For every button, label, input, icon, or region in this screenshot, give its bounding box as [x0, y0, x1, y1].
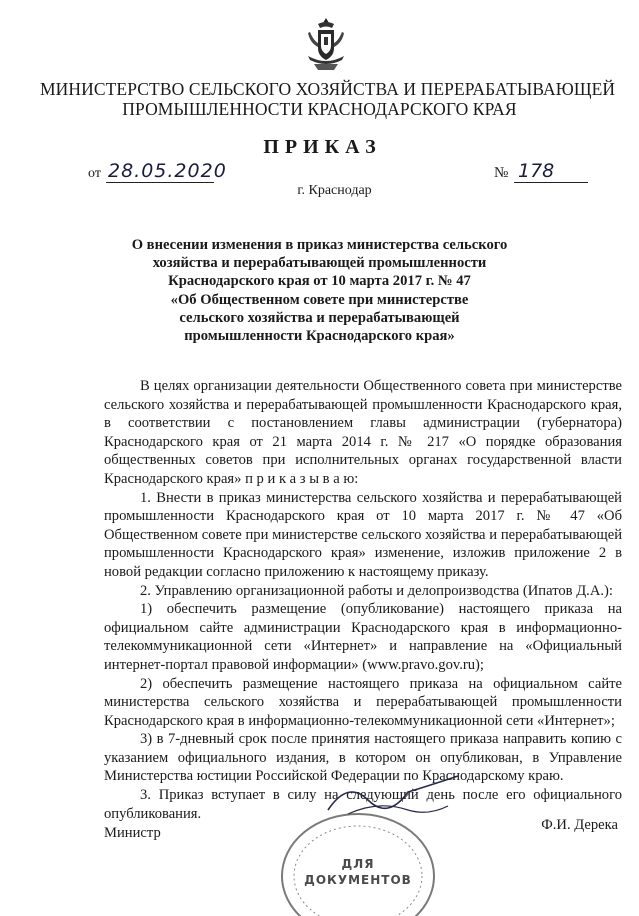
item-2-1: 1) обеспечить размещение (опубликование) настоящего приказа на официальном сайте администрации Краснодарского края в информационно-телекоммуникационной сети «Интернет» и направление на «Официальный интернет-портал правовой информации» (www.pravo.gov.ru); — [104, 601, 622, 673]
document-type: ПРИКАЗ — [263, 136, 382, 158]
document-date — [88, 160, 228, 184]
city: г. Краснодар — [297, 183, 372, 198]
title-line: О внесении изменения в приказ министерства сельского — [131, 237, 508, 253]
number-value-handwritten: 178 — [518, 160, 555, 182]
date-prefix: от — [88, 166, 101, 181]
title-line: хозяйства и перерабатывающей промышленности — [152, 255, 487, 272]
item-2: 2. Управлению организационной работы и делопроизводства (Ипатов Д.А.): — [140, 582, 613, 599]
number-prefix: № — [494, 165, 509, 181]
signature-block — [104, 817, 618, 839]
coat-of-arms-icon — [304, 16, 348, 72]
title-line: Краснодарского края от 10 марта 2017 г. № 47 — [168, 273, 471, 290]
item-2-3: 3) в 7-дневный срок после принятия настоящего приказа направить копию с указанием официального издания, в котором он опубликован, в Управление Министерства юстиции Российской Федерации по Краснодарскому краю. — [104, 731, 622, 785]
stamp-text: ДОКУМЕНТОВ — [304, 873, 412, 887]
item-3: 3. Приказ вступает в силу на следующий день после его официального опубликования. — [104, 787, 622, 822]
document-body — [104, 377, 622, 823]
title-line: промышленности Краснодарского края» — [184, 328, 455, 345]
ministry-name-line: МИНИСТЕРСТВО СЕЛЬСКОГО ХОЗЯЙСТВА И ПЕРЕРАБАТЫВАЮЩЕЙ — [40, 79, 616, 99]
ministry-name — [40, 79, 616, 119]
item-2-2: 2) обеспечить размещение настоящего приказа на официальном сайте министерства сельского хозяйства и перерабатывающей промышленности Краснодарского края в информационно-телекоммуникационной сети «Интернет»; — [104, 675, 622, 729]
stamp-text: ДЛЯ — [341, 857, 375, 871]
intro-paragraph: В целях организации деятельности Общественного совета при министерстве сельского хозяйства и перерабатывающей промышленности Краснодарского края, в соответствии с постановлением главы администрации (губернатора) Краснодарского края от 21 марта 2014 г. № 217 «О порядке образования общественных советов при исполнительных органах государственной власти Краснодарского края» п р и к а з ы в а ю: — [104, 378, 622, 487]
date-value-handwritten: 28.05.2020 — [108, 160, 227, 182]
title-line: «Об Общественном совете при министерстве — [170, 291, 469, 308]
ministry-name-line: ПРОМЫШЛЕННОСТИ КРАСНОДАРСКОГО КРАЯ — [122, 99, 517, 119]
document-number — [494, 160, 594, 184]
item-1: 1. Внести в приказ министерства сельского хозяйства и перерабатывающей промышленности Краснодарского края от 10 марта 2017 г. № 47 «Об Общественном совете при министерстве сельского хозяйства и перерабатывающей промышленности Краснодарского края» изменение, изложив приложение 2 в новой редакции согласно приложению к настоящему приказу. — [104, 489, 622, 580]
title-line: сельского хозяйства и перерабатывающей — [179, 309, 460, 326]
signer-name: Ф.И. Дерека — [541, 817, 618, 833]
signer-position: Министр — [104, 825, 161, 841]
document-title — [100, 236, 539, 345]
